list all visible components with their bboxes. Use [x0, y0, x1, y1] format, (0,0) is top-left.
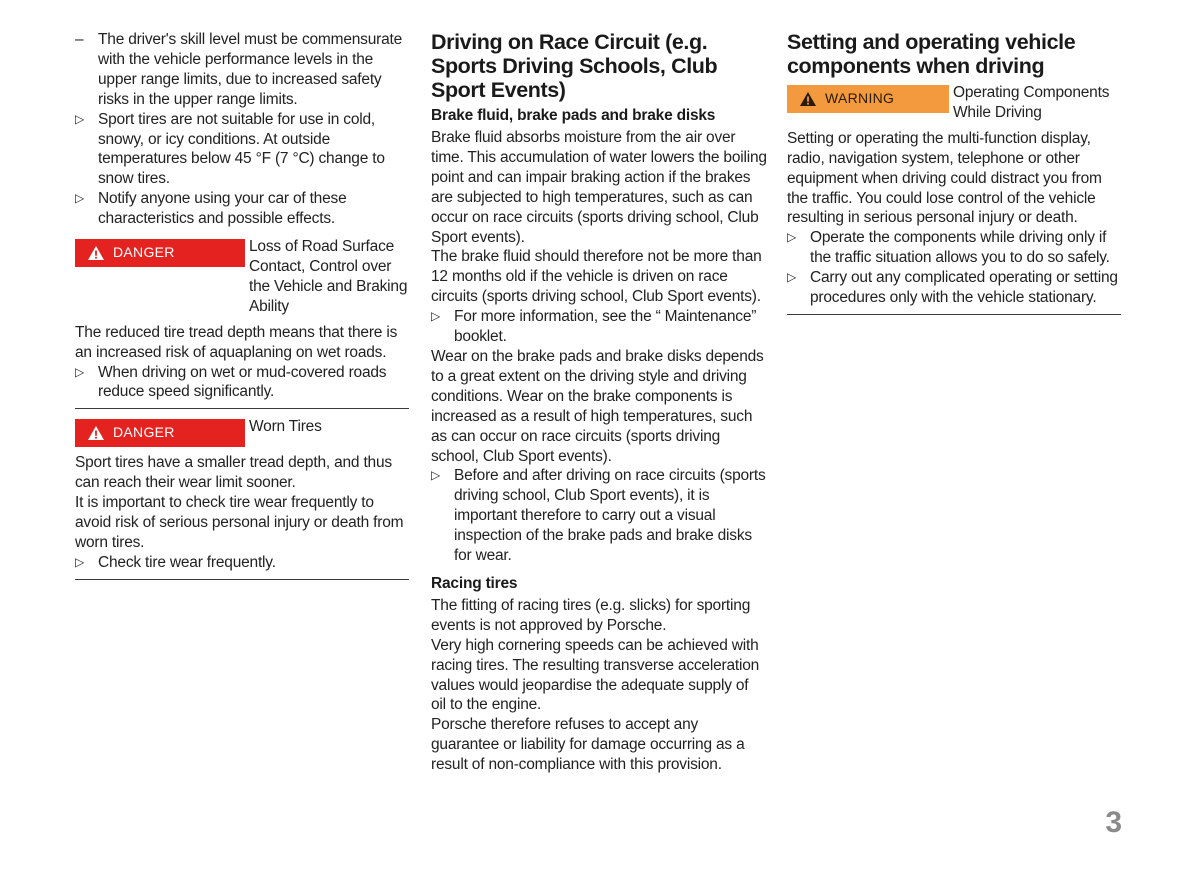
triangle-bullet-icon: ▷ — [75, 111, 85, 126]
subsection-heading: Racing tires — [431, 574, 518, 592]
danger-title: Loss of Road Surface Contact, Control over the Vehicle and Braking Ability — [249, 238, 408, 315]
danger-label: DANGER — [113, 244, 175, 261]
danger-label-box — [75, 239, 245, 267]
list-item — [431, 466, 767, 566]
list-item — [75, 30, 409, 110]
paragraph: The fitting of racing tires (e.g. slicks) for sporting events is not approved by Porsche. — [431, 596, 751, 634]
danger-text: Sport tires have a smaller tread depth, and thus can reach their wear limit sooner. — [75, 454, 392, 492]
warning-text: Setting or operating the multi-function display, radio, navigation system, telephone or other equipment when driving could distract you from the traffic. You could lose control of the vehicle resulting in serious personal injury or death. — [787, 129, 1102, 227]
triangle-bullet-icon: ▷ — [75, 191, 85, 206]
danger-text: It is important to check tire wear frequently to avoid risk of serious personal injury or death from worn tires. — [75, 494, 404, 551]
list-item-text: When driving on wet or mud-covered roads reduce speed significantly. — [98, 363, 387, 401]
list-item-text: Carry out any complicated operating or setting procedures only with the vehicle stationary. — [810, 269, 1118, 307]
list-item-text: Operate the components while driving only if the traffic situation allows you to do so safely. — [810, 229, 1110, 267]
warning-triangle-icon — [87, 425, 105, 441]
warning-label-box — [787, 85, 949, 113]
section-heading: Setting and operating vehicle components when driving — [787, 30, 1076, 78]
danger-label-box — [75, 419, 245, 447]
warning-notice — [787, 83, 1121, 123]
paragraph: Brake fluid absorbs moisture from the air over time. This accumulation of water lowers the boiling point and can impair braking action if the brakes are subjected to high temperatures, such as can occur on race circuits (sports driving school, Club Sport events). — [431, 129, 767, 246]
paragraph: The brake fluid should therefore not be more than 12 months old if the vehicle is driven on race circuits (sports driving school, Club Sport events). — [431, 248, 762, 306]
column-right — [787, 30, 1121, 323]
column-left — [75, 30, 409, 588]
triangle-bullet-icon: ▷ — [75, 364, 85, 379]
warning-triangle-icon — [87, 245, 105, 261]
list-item — [75, 110, 409, 190]
warning-triangle-icon — [799, 91, 817, 107]
list-item-text: Notify anyone using your car of these characteristics and possible effects. — [98, 190, 347, 228]
list-item — [787, 268, 1121, 308]
list-item-text: For more information, see the “ Maintenance” booklet. — [454, 308, 757, 346]
list-item — [75, 363, 409, 403]
paragraph: Wear on the brake pads and brake disks depends to a great extent on the driving style and driving conditions. Wear on the brake components is increased as a result of high temperatures, such as can occur on race circuits (sports driving school, Club Sport events). — [431, 347, 764, 465]
list-item-text: Before and after driving on race circuits (sports driving school, Club Sport events), it is important therefore to carry out a visual inspection of the brake pads and brake disks for wear. — [454, 467, 766, 565]
danger-title: Worn Tires — [249, 418, 322, 436]
danger-text: The reduced tire tread depth means that there is an increased risk of aquaplaning on wet roads. — [75, 323, 398, 361]
dash-marker: – — [75, 31, 84, 48]
section-heading: Driving on Race Circuit (e.g. Sports Driving Schools, Club Sport Events) — [431, 30, 718, 102]
list-item — [431, 307, 767, 347]
danger-notice-road-contact — [75, 237, 409, 317]
list-item-text: The driver's skill level must be commensurate with the vehicle performance levels in the upper range limits, due to increased safety risks in the upper range limits. — [98, 31, 403, 108]
danger-label: DANGER — [113, 424, 175, 441]
subsection-heading: Brake fluid, brake pads and brake disks — [431, 107, 716, 124]
list-item — [75, 553, 409, 573]
list-item — [787, 228, 1121, 268]
danger-notice-worn-tires — [75, 417, 409, 447]
triangle-bullet-icon: ▷ — [431, 309, 441, 324]
list-item — [75, 189, 409, 229]
triangle-bullet-icon: ▷ — [787, 270, 797, 285]
warning-label: WARNING — [825, 90, 895, 107]
triangle-bullet-icon: ▷ — [431, 468, 441, 483]
section-divider — [787, 314, 1121, 315]
section-divider — [75, 408, 409, 409]
list-item-text: Sport tires are not suitable for use in cold, snowy, or icy conditions. At outside temperatures below 45 °F (7 °C) change to snow tires. — [98, 110, 385, 188]
warning-title: Operating Components While Driving — [953, 84, 1110, 121]
column-middle — [431, 30, 767, 775]
list-item-text: Check tire wear frequently. — [98, 553, 276, 571]
page-number: 3 — [1105, 806, 1122, 839]
triangle-bullet-icon: ▷ — [787, 230, 797, 245]
triangle-bullet-icon: ▷ — [75, 554, 85, 569]
paragraph: Very high cornering speeds can be achieved with racing tires. The resulting transverse acceleration values would jeopardise the adequate supply of oil to the engine. — [431, 636, 760, 714]
paragraph: Porsche therefore refuses to accept any guarantee or liability for damage occurring as a result of non-compliance with this provision. — [431, 716, 745, 774]
section-divider — [75, 579, 409, 580]
